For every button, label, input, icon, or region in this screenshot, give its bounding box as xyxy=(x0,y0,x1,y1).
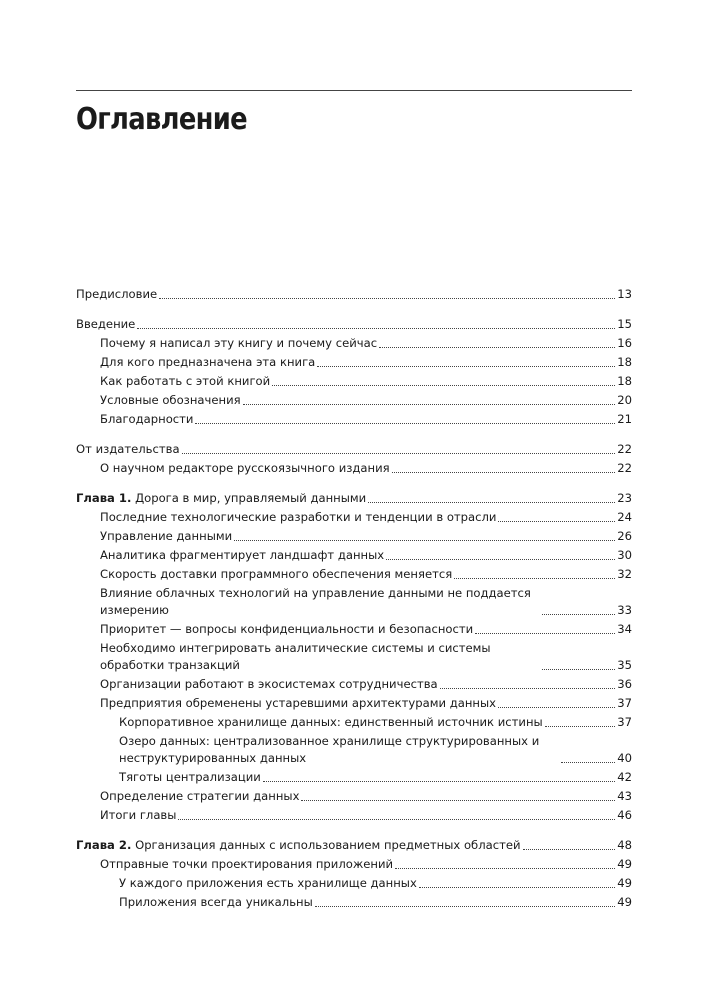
toc-entry xyxy=(76,371,632,390)
dot-leader xyxy=(272,385,615,386)
dot-leader xyxy=(243,404,616,405)
page-title: Оглавление xyxy=(76,102,247,137)
toc-entry xyxy=(76,526,632,545)
toc-page-number: 37 xyxy=(617,715,632,729)
dot-leader xyxy=(315,906,615,907)
dot-leader xyxy=(379,347,615,348)
toc-entry xyxy=(76,731,632,767)
toc-entry-title xyxy=(76,490,366,507)
toc-entry-title xyxy=(76,837,521,854)
toc-page-number: 49 xyxy=(617,857,632,871)
toc-entry xyxy=(76,767,632,786)
dot-leader xyxy=(395,868,615,869)
dot-leader xyxy=(454,578,615,579)
dot-leader xyxy=(317,366,615,367)
toc-entry xyxy=(76,674,632,693)
dot-leader xyxy=(523,849,616,850)
dot-leader xyxy=(419,887,615,888)
toc-page-number: 48 xyxy=(617,838,632,852)
dot-leader xyxy=(137,328,615,329)
toc-entry xyxy=(76,892,632,911)
toc-entry xyxy=(76,583,632,619)
toc-entry-title: Для кого предназначена эта книга xyxy=(100,355,316,369)
toc-page-number: 32 xyxy=(617,567,632,581)
toc-page-number: 49 xyxy=(617,895,632,909)
toc-page-number: 24 xyxy=(617,510,632,524)
toc-page-number: 13 xyxy=(617,287,632,301)
dot-leader xyxy=(159,298,615,299)
toc-entry xyxy=(76,439,632,458)
toc-entry xyxy=(76,712,632,731)
toc-entry xyxy=(76,507,632,526)
toc-page-number: 16 xyxy=(617,336,632,350)
toc-entry-title: Тяготы централизации xyxy=(119,770,261,784)
toc-entry-title: Организации работают в экосистемах сотрудничества xyxy=(100,677,438,691)
toc-page-number: 15 xyxy=(617,317,632,331)
toc-entry-title: Отправные точки проектирования приложений xyxy=(100,857,394,871)
toc-entry xyxy=(76,333,632,352)
toc-page-number: 42 xyxy=(617,770,632,784)
toc-entry-title: Необходимо интегрировать аналитические системы и системы обработки транзакций xyxy=(100,641,491,672)
toc-chapter-entry xyxy=(76,488,632,507)
header-rule xyxy=(76,90,632,91)
toc-entry-title: От издательства xyxy=(76,442,180,456)
toc-entry-title: Предприятия обременены устаревшими архитектурами данных xyxy=(100,696,496,710)
dot-leader xyxy=(545,726,616,727)
toc-entry-title: Предисловие xyxy=(76,287,158,301)
toc-entry xyxy=(76,284,632,303)
toc-page-number: 22 xyxy=(617,461,632,475)
toc-entry-title: Последние технологические разработки и тенденции в отрасли xyxy=(100,510,497,524)
dot-leader xyxy=(392,472,616,473)
dot-leader xyxy=(195,423,615,424)
toc-entry xyxy=(76,564,632,583)
chapter-number: Глава 1. xyxy=(76,491,132,505)
toc-entry-title: Определение стратегии данных xyxy=(100,789,300,803)
toc-page-number: 26 xyxy=(617,529,632,543)
dot-leader xyxy=(498,707,615,708)
toc-entry xyxy=(76,805,632,824)
toc-entry xyxy=(76,786,632,805)
toc-page-number: 43 xyxy=(617,789,632,803)
toc-entry xyxy=(76,693,632,712)
toc-entry xyxy=(76,314,632,333)
toc-entry-title: Приоритет — вопросы конфиденциальности и безопасности xyxy=(100,622,474,636)
chapter-title: Организация данных с использованием предметных областей xyxy=(135,838,521,852)
toc-page-number: 20 xyxy=(617,393,632,407)
toc-entry-title: Итоги главы xyxy=(100,808,177,822)
toc-entry xyxy=(76,545,632,564)
toc-entry-title: Введение xyxy=(76,317,136,331)
toc-page-number: 33 xyxy=(617,603,632,617)
toc-page-number: 22 xyxy=(617,442,632,456)
toc-page-number: 49 xyxy=(617,876,632,890)
toc-page-number: 34 xyxy=(617,622,632,636)
toc-page-number: 40 xyxy=(617,751,632,765)
dot-leader xyxy=(182,453,616,454)
toc-page-number: 35 xyxy=(617,658,632,672)
dot-leader xyxy=(386,559,615,560)
table-of-contents xyxy=(76,284,632,911)
dot-leader xyxy=(234,540,615,541)
toc-page-number: 30 xyxy=(617,548,632,562)
toc-chapter-entry xyxy=(76,835,632,854)
dot-leader xyxy=(301,800,615,801)
toc-page-number: 23 xyxy=(617,491,632,505)
chapter-title: Дорога в мир, управляемый данными xyxy=(135,491,367,505)
toc-entry-title: Как работать с этой книгой xyxy=(100,374,271,388)
dot-leader xyxy=(440,688,616,689)
toc-entry xyxy=(76,619,632,638)
toc-entry-title: О научном редакторе русскоязычного издания xyxy=(100,461,390,475)
toc-page-number: 46 xyxy=(617,808,632,822)
toc-entry xyxy=(76,458,632,477)
toc-entry xyxy=(76,854,632,873)
toc-entry-title: Озеро данных: централизованное хранилище структурированных и неструктурированных данных xyxy=(119,734,540,765)
toc-entry-title: Управление данными xyxy=(100,529,233,543)
toc-page-number: 37 xyxy=(617,696,632,710)
toc-entry-title: Аналитика фрагментирует ландшафт данных xyxy=(100,548,385,562)
toc-page-number: 18 xyxy=(617,355,632,369)
toc-entry xyxy=(76,638,632,674)
toc-entry-title: Условные обозначения xyxy=(100,393,241,407)
toc-entry xyxy=(76,409,632,428)
dot-leader xyxy=(542,614,615,615)
toc-entry-title: У каждого приложения есть хранилище данных xyxy=(119,876,417,890)
dot-leader xyxy=(368,502,615,503)
dot-leader xyxy=(561,762,615,763)
toc-page-number: 18 xyxy=(617,374,632,388)
toc-entry-title: Скорость доставки программного обеспечения меняется xyxy=(100,567,453,581)
dot-leader xyxy=(542,669,615,670)
toc-entry-title: Корпоративное хранилище данных: единственный источник истины xyxy=(119,715,543,729)
toc-entry-title: Благодарности xyxy=(100,412,194,426)
toc-entry-title: Почему я написал эту книгу и почему сейчас xyxy=(100,336,378,350)
toc-entry-title: Влияние облачных технологий на управление данными не поддается измерению xyxy=(100,586,531,617)
dot-leader xyxy=(178,819,615,820)
toc-entry-title: Приложения всегда уникальны xyxy=(119,895,313,909)
toc-page-number: 36 xyxy=(617,677,632,691)
dot-leader xyxy=(498,521,615,522)
toc-entry xyxy=(76,390,632,409)
toc-entry xyxy=(76,873,632,892)
chapter-number: Глава 2. xyxy=(76,838,132,852)
toc-entry xyxy=(76,352,632,371)
dot-leader xyxy=(475,633,615,634)
dot-leader xyxy=(263,781,615,782)
toc-page-number: 21 xyxy=(617,412,632,426)
